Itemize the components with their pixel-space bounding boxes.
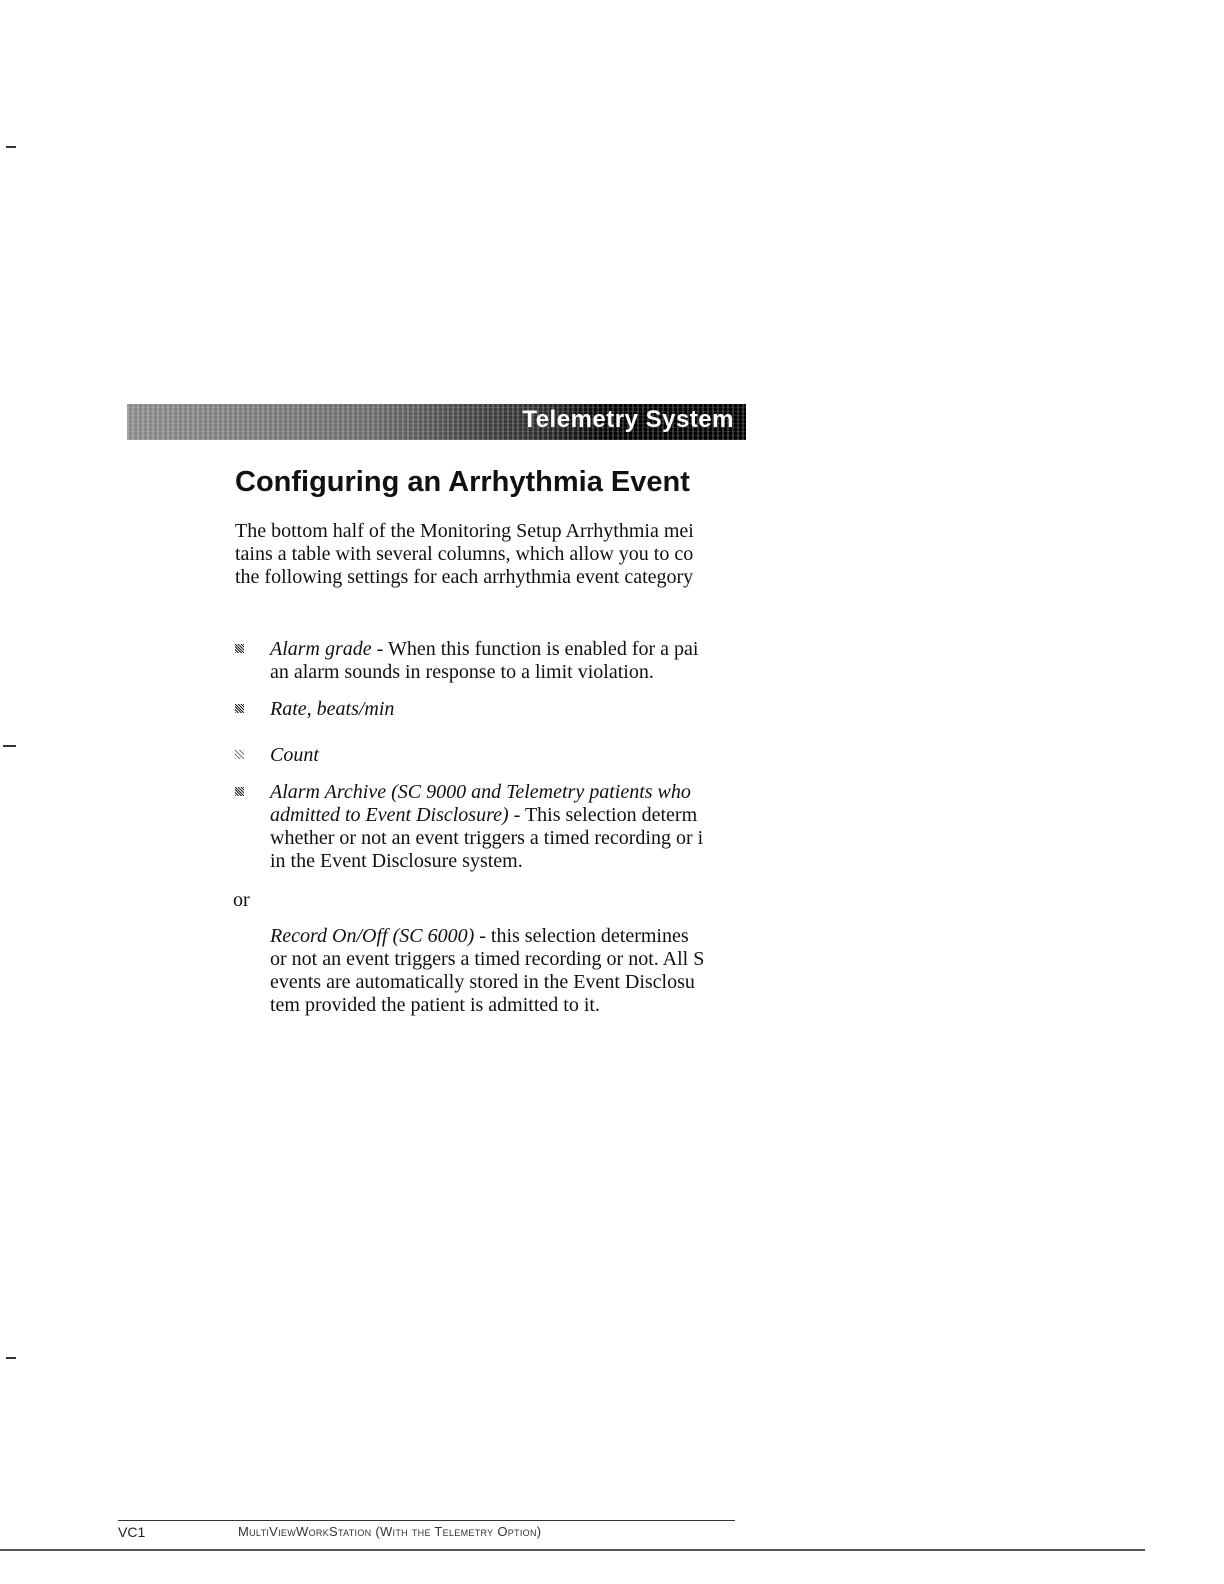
intro-line: The bottom half of the Monitoring Setup Arrhythmia mei: [235, 520, 694, 542]
item-desc: an alarm sounds in response to a limit violation.: [270, 661, 654, 683]
item-label: admitted to Event Disclosure): [270, 804, 509, 826]
item-label: Rate, beats/min: [270, 698, 395, 720]
item-desc: this selection determines: [490, 925, 689, 947]
list-item-alarm-grade: Alarm grade - When this function is enabled for a pai an alarm sounds in response to a limit violation.: [235, 638, 740, 684]
intro-line: tains a table with several columns, which allow you to co: [235, 543, 694, 565]
item-desc: whether or not an event triggers a timed recording or i: [270, 827, 704, 849]
footer-rule: [118, 1520, 735, 1521]
item-desc: in the Event Disclosure system.: [270, 850, 523, 872]
bullet-icon: [235, 787, 244, 796]
intro-paragraph: [235, 520, 740, 589]
connector-or: or: [233, 889, 250, 911]
item-desc: tem provided the patient is admitted to it.: [270, 994, 600, 1016]
item-label: Count: [270, 744, 319, 766]
item-label: Record On/Off (SC 6000): [270, 925, 475, 947]
bullet-icon: [235, 750, 244, 759]
scan-mark-middle: [3, 745, 16, 747]
item-label: Alarm grade: [270, 638, 372, 660]
chapter-title: Telemetry System: [522, 406, 734, 433]
bullet-icon: [235, 704, 244, 713]
list-item-count: [235, 744, 740, 767]
item-label: Alarm Archive (SC 9000 and Telemetry patients who: [270, 781, 691, 803]
list-item-alarm-archive: Alarm Archive (SC 9000 and Telemetry patients who admitted to Event Disclosure) - This selection determ whether or not an event triggers a timed recording or i in the Event Disclosure system.: [235, 781, 740, 873]
chapter-banner: [127, 404, 746, 440]
bottom-rule: [0, 1549, 1145, 1551]
page-label: VC1: [118, 1524, 146, 1540]
record-on-off-paragraph: Record On/Off (SC 6000) - this selection determines or not an event triggers a timed recording or not. All S events are automatically stored in the Event Disclosu tem provided the patient is admitted to it.: [235, 925, 740, 1017]
intro-line: the following settings for each arrhythmia event category: [235, 566, 694, 588]
scan-mark-bottom: [6, 1357, 16, 1359]
item-desc: or not an event triggers a timed recording or not. All S: [270, 948, 705, 970]
running-title: MultiViewWorkStation (With the Telemetry Option): [238, 1524, 542, 1539]
scan-mark-top: [6, 146, 16, 148]
section-heading: Configuring an Arrhythmia Event: [235, 466, 690, 498]
item-desc: When this function is enabled for a pai: [387, 638, 699, 660]
item-desc: This selection determ: [524, 804, 698, 826]
bullet-icon: [235, 644, 244, 653]
list-item-rate: [235, 698, 740, 721]
item-desc: events are automatically stored in the Event Disclosu: [270, 971, 695, 993]
